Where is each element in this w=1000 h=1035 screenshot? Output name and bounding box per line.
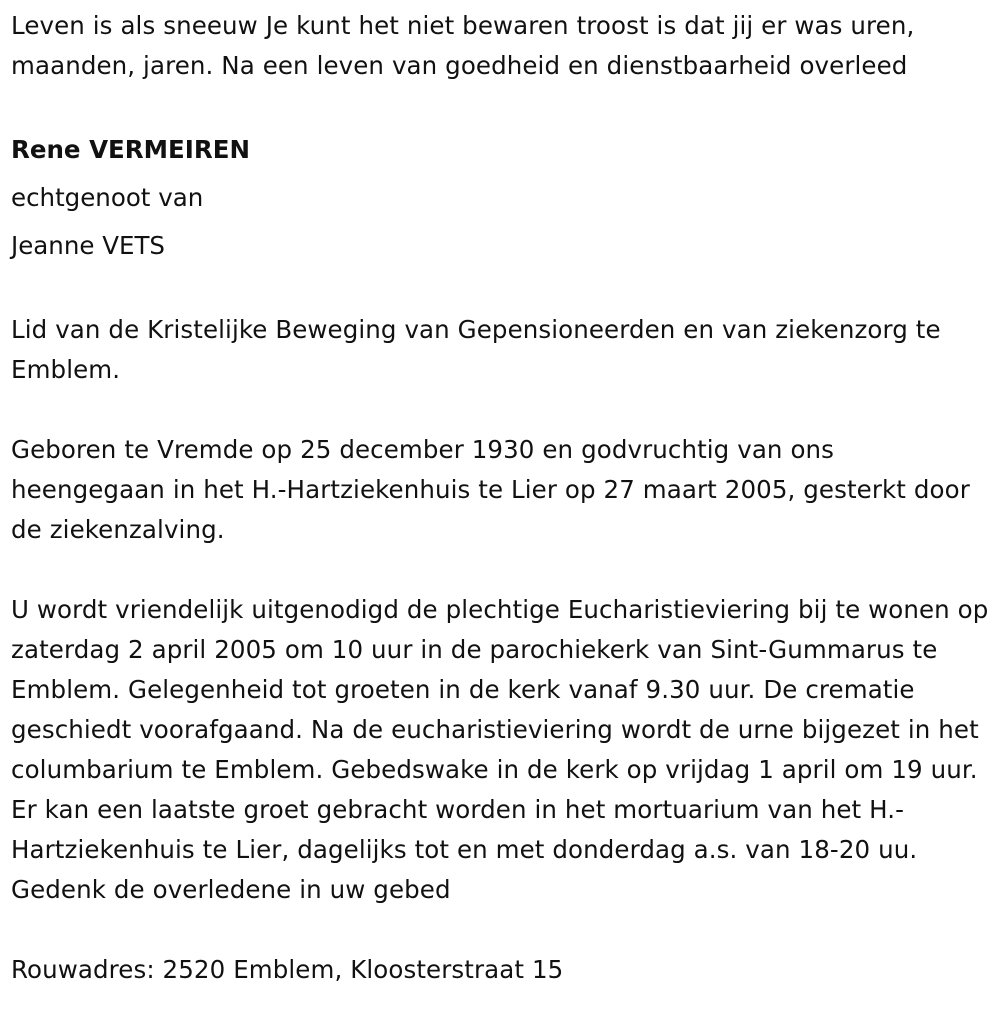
spouse-name: Jeanne VETS (11, 231, 165, 260)
deceased-name: Rene VERMEIREN (11, 135, 250, 164)
spacer (11, 910, 989, 950)
birth-death-paragraph: Geboren te Vremde op 25 december 1930 en godvruchtig van ons heengegaan in het H.-Hartziekenhuis te Lier op 27 maart 2005, gesterkt door de ziekenzalving. (11, 435, 970, 544)
mourning-address: Rouwadres: 2520 Emblem, Kloosterstraat 15 (11, 955, 564, 984)
intro-paragraph: Leven is als sneeuw Je kunt het niet bewaren troost is dat jij er was uren, maanden, jaren. Na een leven van goedheid en dienstbaarheid overleed (11, 11, 915, 80)
spacer (11, 270, 989, 310)
spacer (11, 550, 989, 590)
membership-paragraph: Lid van de Kristelijke Beweging van Gepensioneerden en van ziekenzorg te Emblem. (11, 315, 941, 384)
relation-label: echtgenoot van (11, 183, 204, 212)
ceremony-paragraph: U wordt vriendelijk uitgenodigd de plechtige Eucharistieviering bij te wonen op zaterdag 2 april 2005 om 10 uur in de parochiekerk van Sint-Gummarus te Emblem. Gelegenheid tot groeten in de kerk vanaf 9.30 uur. De crematie geschiedt voorafgaand. Na de eucharistieviering wordt de urne bijgezet in het columbarium te Emblem. Gebedswake in de kerk op vrijdag 1 april om 19 uur. Er kan een laatste groet gebracht worden in het mortuarium van het H.-Hartziekenhuis te Lier, dagelijks tot en met donderdag a.s. van 18-20 uu. Gedenk de overledene in uw gebed (11, 595, 989, 904)
spacer (11, 390, 989, 430)
name-block (11, 126, 989, 270)
spacer (11, 86, 989, 126)
